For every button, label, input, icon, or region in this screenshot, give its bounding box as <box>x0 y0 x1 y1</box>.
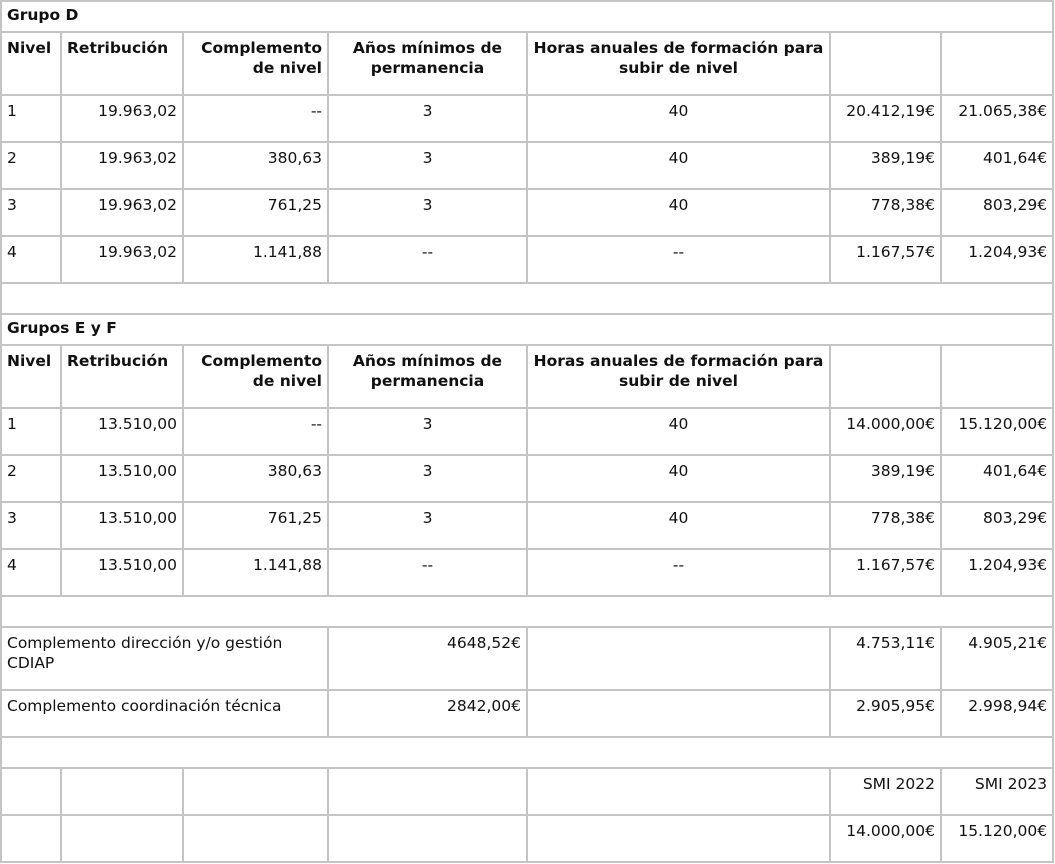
empty-cell <box>328 768 527 815</box>
empty-cell <box>328 815 527 862</box>
cell-2022: 778,38€ <box>830 189 941 236</box>
spacer-section <box>1 596 1053 627</box>
cell-2022: 20.412,19€ <box>830 95 941 142</box>
cell-2023: 15.120,00€ <box>941 408 1053 455</box>
complemento-base: 4648,52€ <box>328 627 527 690</box>
cell-complemento: 380,63 <box>183 142 328 189</box>
cell-complemento: 761,25 <box>183 189 328 236</box>
cell-nivel: 4 <box>1 236 61 283</box>
cell-nivel: 2 <box>1 142 61 189</box>
grupo-d-header-row <box>1 32 1053 95</box>
table-row <box>1 455 1053 502</box>
table-row <box>1 189 1053 236</box>
complemento-2022: 4.753,11€ <box>830 627 941 690</box>
header-horas: Horas anuales de formación para subir de nivel <box>527 32 830 95</box>
cell-horas: 40 <box>527 455 830 502</box>
cell-horas: -- <box>527 549 830 596</box>
cell-anos: 3 <box>328 142 527 189</box>
complemento-label: Complemento coordinación técnica <box>1 690 328 737</box>
complemento-2023: 2.998,94€ <box>941 690 1053 737</box>
cell-retribucion: 13.510,00 <box>61 502 183 549</box>
cell-nivel: 1 <box>1 408 61 455</box>
cell-complemento: 1.141,88 <box>183 549 328 596</box>
cell-2023: 1.204,93€ <box>941 549 1053 596</box>
empty-cell <box>61 768 183 815</box>
grupo-d-title: Grupo D <box>1 1 1053 32</box>
cell-horas: 40 <box>527 502 830 549</box>
header-horas: Horas anuales de formación para subir de nivel <box>527 345 830 408</box>
cell-nivel: 3 <box>1 189 61 236</box>
cell-nivel: 4 <box>1 549 61 596</box>
cell-horas: 40 <box>527 95 830 142</box>
table-row <box>1 95 1053 142</box>
complemento-row <box>1 627 1053 690</box>
cell-nivel: 2 <box>1 455 61 502</box>
table-row <box>1 236 1053 283</box>
spacer-row <box>1 596 1053 627</box>
cell-horas: -- <box>527 236 830 283</box>
cell-retribucion: 13.510,00 <box>61 549 183 596</box>
grupos-ef-header-row <box>1 345 1053 408</box>
smi-2023-label: SMI 2023 <box>941 768 1053 815</box>
spacer-row <box>1 283 1053 314</box>
smi-2023-value: 15.120,00€ <box>941 815 1053 862</box>
complemento-empty <box>527 690 830 737</box>
cell-2022: 389,19€ <box>830 142 941 189</box>
spacer-row <box>1 737 1053 768</box>
cell-horas: 40 <box>527 408 830 455</box>
cell-complemento: 1.141,88 <box>183 236 328 283</box>
cell-2022: 14.000,00€ <box>830 408 941 455</box>
table-row <box>1 502 1053 549</box>
empty-cell <box>527 768 830 815</box>
grupos-ef-section <box>1 314 1053 596</box>
cell-anos: 3 <box>328 408 527 455</box>
spacer-cell <box>1 737 1053 768</box>
spacer-cell <box>1 596 1053 627</box>
grupos-ef-title: Grupos E y F <box>1 314 1053 345</box>
header-retribucion: Retribución <box>61 32 183 95</box>
smi-2022-label: SMI 2022 <box>830 768 941 815</box>
spacer-section <box>1 737 1053 768</box>
empty-cell <box>183 768 328 815</box>
header-nivel: Nivel <box>1 32 61 95</box>
table-row <box>1 142 1053 189</box>
cell-2023: 401,64€ <box>941 142 1053 189</box>
cell-anos: 3 <box>328 455 527 502</box>
complemento-empty <box>527 627 830 690</box>
header-complemento: Complemento de nivel <box>183 32 328 95</box>
grupos-ef-title-row <box>1 314 1053 345</box>
table-row <box>1 408 1053 455</box>
empty-cell <box>183 815 328 862</box>
empty-cell <box>61 815 183 862</box>
complemento-2022: 2.905,95€ <box>830 690 941 737</box>
cell-2023: 1.204,93€ <box>941 236 1053 283</box>
header-anos: Años mínimos de permanencia <box>328 345 527 408</box>
cell-2022: 1.167,57€ <box>830 549 941 596</box>
cell-retribucion: 19.963,02 <box>61 95 183 142</box>
smi-section <box>1 768 1053 862</box>
header-nivel: Nivel <box>1 345 61 408</box>
table-row <box>1 549 1053 596</box>
cell-anos: 3 <box>328 189 527 236</box>
cell-horas: 40 <box>527 142 830 189</box>
smi-label-row <box>1 768 1053 815</box>
cell-2023: 21.065,38€ <box>941 95 1053 142</box>
empty-cell <box>1 815 61 862</box>
cell-2022: 1.167,57€ <box>830 236 941 283</box>
cell-retribucion: 19.963,02 <box>61 142 183 189</box>
spacer-cell <box>1 283 1053 314</box>
cell-complemento: 761,25 <box>183 502 328 549</box>
cell-2022: 778,38€ <box>830 502 941 549</box>
spacer-section <box>1 283 1053 314</box>
header-empty-2023 <box>941 345 1053 408</box>
smi-2022-value: 14.000,00€ <box>830 815 941 862</box>
cell-complemento: -- <box>183 95 328 142</box>
cell-retribucion: 13.510,00 <box>61 455 183 502</box>
cell-anos: -- <box>328 236 527 283</box>
smi-value-row <box>1 815 1053 862</box>
cell-retribucion: 19.963,02 <box>61 236 183 283</box>
complemento-label: Complemento dirección y/o gestión CDIAP <box>1 627 328 690</box>
cell-anos: -- <box>328 549 527 596</box>
header-complemento: Complemento de nivel <box>183 345 328 408</box>
complementos-section <box>1 627 1053 737</box>
cell-complemento: -- <box>183 408 328 455</box>
empty-cell <box>527 815 830 862</box>
complemento-2023: 4.905,21€ <box>941 627 1053 690</box>
cell-retribucion: 19.963,02 <box>61 189 183 236</box>
cell-horas: 40 <box>527 189 830 236</box>
cell-2023: 803,29€ <box>941 502 1053 549</box>
empty-cell <box>1 768 61 815</box>
complemento-base: 2842,00€ <box>328 690 527 737</box>
header-empty-2022 <box>830 32 941 95</box>
header-anos: Años mínimos de permanencia <box>328 32 527 95</box>
complemento-row <box>1 690 1053 737</box>
cell-2023: 401,64€ <box>941 455 1053 502</box>
cell-complemento: 380,63 <box>183 455 328 502</box>
header-retribucion: Retribución <box>61 345 183 408</box>
cell-nivel: 3 <box>1 502 61 549</box>
header-empty-2023 <box>941 32 1053 95</box>
cell-2023: 803,29€ <box>941 189 1053 236</box>
cell-nivel: 1 <box>1 95 61 142</box>
header-empty-2022 <box>830 345 941 408</box>
cell-anos: 3 <box>328 95 527 142</box>
grupo-d-title-row <box>1 1 1053 32</box>
cell-retribucion: 13.510,00 <box>61 408 183 455</box>
grupo-d-section <box>1 1 1053 283</box>
cell-anos: 3 <box>328 502 527 549</box>
cell-2022: 389,19€ <box>830 455 941 502</box>
